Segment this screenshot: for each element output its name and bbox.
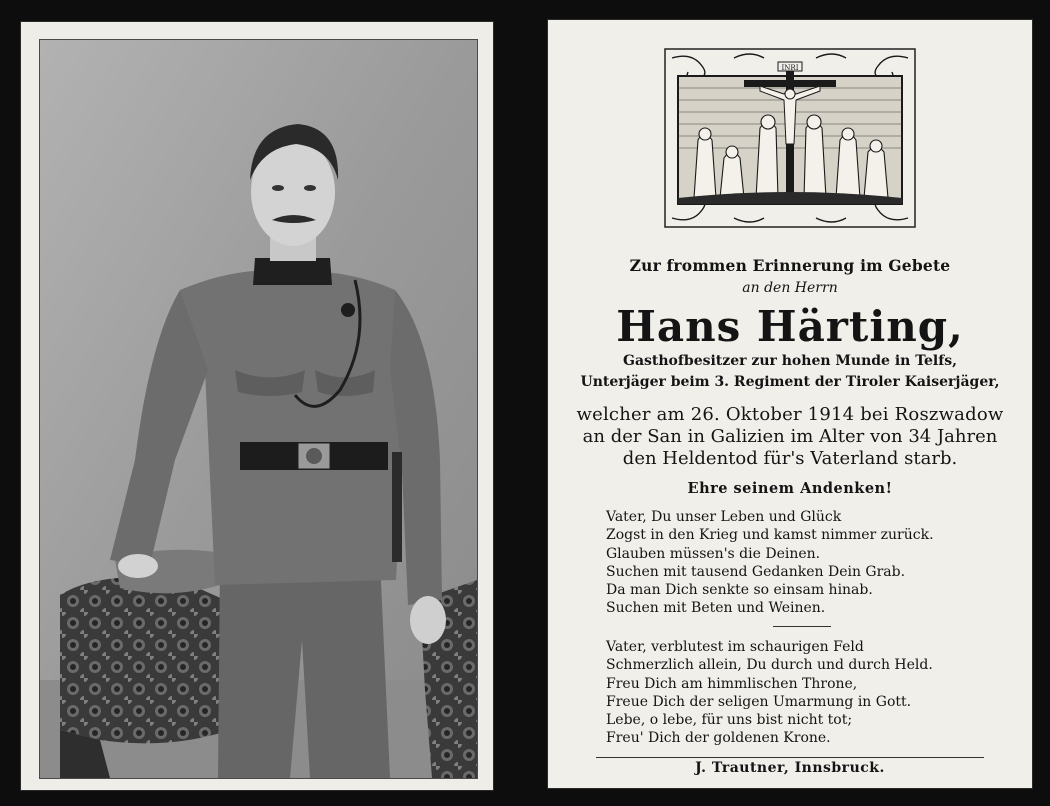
intro-line: Zur frommen Erinnerung im Gebete — [629, 256, 951, 275]
portrait-card — [21, 22, 493, 790]
verse-stanza-1 — [606, 508, 934, 618]
verse-line: Zogst in den Krieg und kamst nimmer zurück. — [606, 527, 934, 544]
death-line-3: den Heldentod für's Vaterland starb. — [622, 448, 958, 469]
verse-line: Freu Dich am himmlischen Throne, — [606, 675, 858, 692]
honorific-line: an den Herrn — [742, 280, 838, 296]
verse-stanza-2 — [606, 638, 933, 748]
death-line-2: an der San in Galizien im Alter von 34 Jahren — [582, 426, 998, 447]
verse-line: Vater, verblutest im schaurigen Feld — [606, 639, 864, 655]
deceased-name: Hans Härting, — [616, 302, 964, 351]
portrait-photo — [39, 39, 478, 779]
verse-line: Glauben müssen's die Deinen. — [606, 545, 821, 562]
inri-inscription: INRI — [781, 64, 799, 72]
stanza-divider — [773, 626, 831, 627]
verse-line: Suchen mit tausend Gedanken Dein Grab. — [606, 563, 906, 580]
printer-credit: J. Trautner, Innsbruck. — [695, 760, 885, 776]
verse-line: Da man Dich senkte so einsam hinab. — [606, 582, 873, 599]
verse-line: Schmerzlich allein, Du durch und durch Held. — [606, 657, 933, 674]
motto-line: Ehre seinem Andenken! — [687, 480, 893, 497]
verse-line: Freue Dich der seligen Umarmung in Gott. — [606, 693, 912, 710]
verse-line: Vater, Du unser Leben und Glück — [606, 509, 842, 525]
verse-line: Lebe, o lebe, für uns bist nicht tot; — [606, 712, 853, 729]
footer-divider — [596, 757, 984, 758]
death-line-1: welcher am 26. Oktober 1914 bei Roszwadow — [576, 404, 1004, 425]
soldier-portrait-image — [40, 40, 477, 778]
verse-line: Suchen mit Beten und Weinen. — [606, 600, 826, 617]
occupation-line-2: Unterjäger beim 3. Regiment der Tiroler Kaiserjäger, — [580, 374, 1000, 390]
crucifixion-vignette — [664, 48, 916, 228]
verse-line: Freu' Dich der goldenen Krone. — [606, 730, 831, 747]
occupation-line-1: Gasthofbesitzer zur hohen Munde in Telfs, — [622, 353, 958, 369]
memorial-card — [548, 20, 1032, 788]
